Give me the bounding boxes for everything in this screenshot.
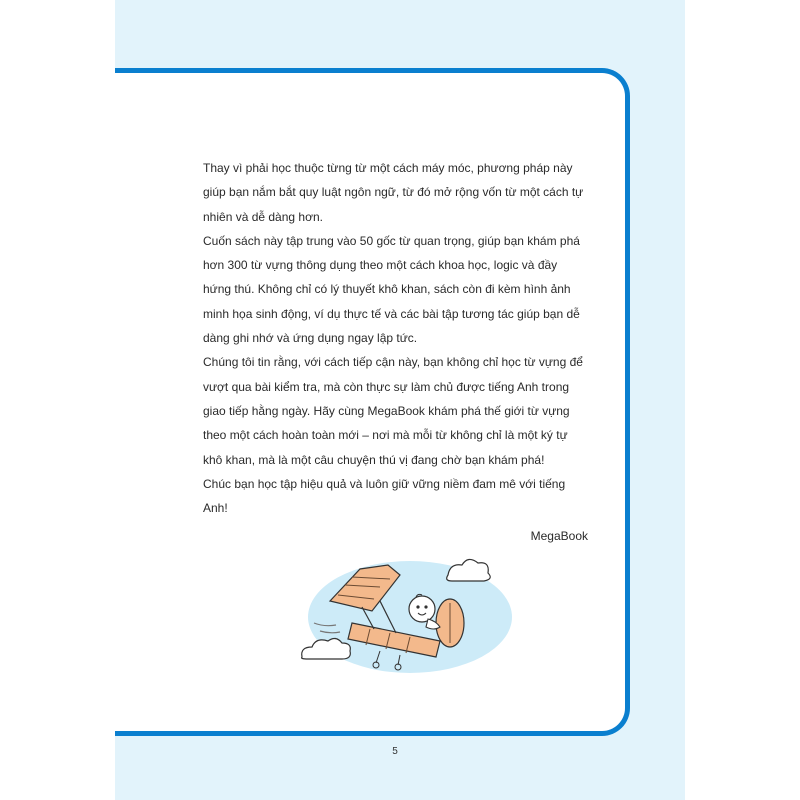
paragraph-3: Chúng tôi tin rằng, với cách tiếp cận này, bạn không chỉ học từ vựng để vượt qua bài kiểm tra, mà còn thực sự làm chủ được tiếng Anh trong giao tiếp hằng ngày. Hãy cùng MegaBook khám phá thế giới từ vựng theo một cách hoàn toàn mới – nơi mà mỗi từ không chỉ là một ký tự khô khan, mà là một câu chuyện thú vị đang chờ bạn khám phá!	[203, 355, 583, 467]
paragraph-4: Chúc bạn học tập hiệu quả và luôn giữ vững niềm đam mê với tiếng Anh!	[203, 476, 566, 516]
cloud-right-icon	[447, 559, 491, 581]
paragraph-2: Cuốn sách này tập trung vào 50 gốc từ quan trọng, giúp bạn khám phá hơn 300 từ vựng thông dụng theo một cách khoa học, logic và đầy hứng thú. Không chỉ có lý thuyết khô khan, sách còn đi kèm hình ảnh minh họa sinh động, ví dụ thực tế và các bài tập tương tác giúp bạn dễ dàng ghi nhớ và ứng dụng ngay lập tức.	[203, 233, 580, 346]
paragraph-1: Thay vì phải học thuộc từng từ một cách máy móc, phương pháp này giúp bạn nắm bắt quy luật ngôn ngữ, từ đó mở rộng vốn từ một cách tự nhiên và dễ dàng hơn.	[203, 161, 584, 224]
signature: MegaBook	[530, 529, 588, 544]
body-text	[203, 156, 588, 549]
pilot-head	[409, 596, 435, 622]
airplane-illustration	[290, 545, 520, 695]
page-number: 5	[392, 746, 398, 757]
